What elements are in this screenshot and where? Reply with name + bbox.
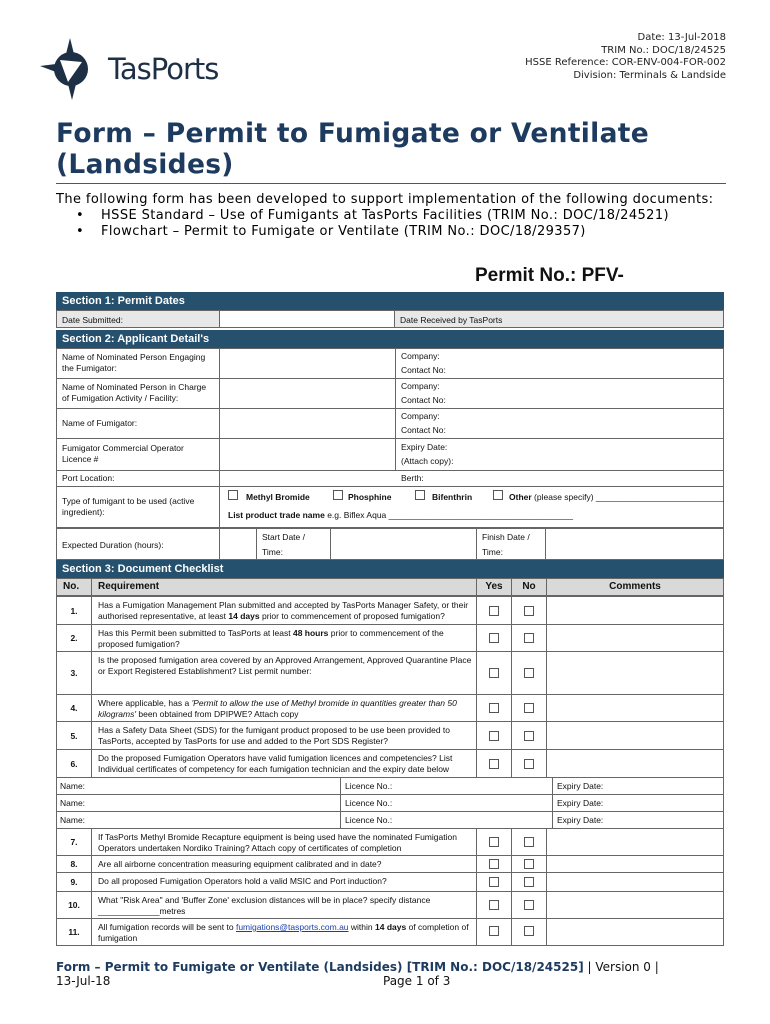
row-number-cell bbox=[56, 651, 92, 695]
comments-field[interactable] bbox=[546, 624, 724, 652]
fumigator-label: Name of Fumigator: bbox=[62, 418, 138, 428]
fumigant-type-label: Type of fumigant to be used (active ingredient): bbox=[62, 496, 195, 517]
row-number: 8. bbox=[70, 859, 78, 869]
requirement-text: Do the proposed Fumigation Operators have valid fumigation licences and competencies? List Individual certificates of competency for each fumigation technician and the expiry date below bbox=[98, 753, 453, 774]
requirement-11: All fumigation records will be sent to fumigations@tasports.com.au within 14 days of completion of fumigation bbox=[91, 918, 477, 946]
no-checkbox[interactable] bbox=[524, 668, 534, 678]
no-cell bbox=[511, 651, 547, 695]
requirement-cell bbox=[91, 828, 477, 856]
row-number: 1. bbox=[70, 605, 78, 616]
row-number: 6. bbox=[70, 758, 78, 769]
no-cell bbox=[511, 891, 547, 919]
row-number: 7. bbox=[70, 837, 78, 847]
yes-checkbox[interactable] bbox=[489, 900, 499, 910]
requirement-text: What "Risk Area" and 'Buffer Zone' exclusion distances will be in place? specify distance _____________metres bbox=[98, 895, 431, 916]
yes-checkbox[interactable] bbox=[489, 668, 499, 678]
date-received-field[interactable]: Date Received by TasPorts bbox=[394, 310, 724, 328]
operator-licence-label: Licence No.: bbox=[345, 798, 393, 808]
requirement-text: Has a Safety Data Sheet (SDS) for the fumigant product proposed to be use been provided to TasPorts, accepted by TasPorts for use and added to the Port SDS Register? bbox=[98, 725, 451, 746]
no-checkbox[interactable] bbox=[524, 703, 534, 713]
no-cell bbox=[511, 855, 547, 873]
meta-division: Division: Terminals & Landside bbox=[573, 69, 726, 81]
row-number-cell bbox=[56, 749, 92, 778]
no-cell bbox=[511, 694, 547, 722]
yes-cell bbox=[476, 596, 512, 625]
company-label: Company: bbox=[401, 351, 440, 361]
meta-trim: TRIM No.: DOC/18/24525 bbox=[601, 44, 726, 56]
yes-checkbox[interactable] bbox=[489, 877, 499, 887]
requirement-cell bbox=[91, 749, 477, 778]
start-time-label: Time: bbox=[262, 547, 283, 557]
yes-cell bbox=[476, 872, 512, 892]
yes-checkbox[interactable] bbox=[489, 633, 499, 643]
row-number-cell bbox=[56, 891, 92, 919]
other-checkbox[interactable] bbox=[493, 490, 503, 500]
requirement-text: Are all airborne concentration measuring equipment calibrated and in date? bbox=[98, 859, 382, 869]
col-no-answer-header: No bbox=[511, 578, 547, 596]
requirement-cell bbox=[91, 596, 477, 625]
port-location-label: Port Location: bbox=[62, 473, 115, 483]
requirement-cell bbox=[91, 721, 477, 750]
row-number: 4. bbox=[70, 703, 78, 713]
no-checkbox[interactable] bbox=[524, 759, 534, 769]
comments-field[interactable] bbox=[546, 891, 724, 919]
footer-date: 13-Jul-18 bbox=[56, 974, 111, 988]
date-submitted-field[interactable] bbox=[219, 310, 395, 328]
operator-expiry-label: Expiry Date: bbox=[557, 815, 604, 825]
row-number: 3. bbox=[70, 668, 78, 678]
page-title: Form – Permit to Fumigate or Ventilate (Landsides) bbox=[56, 118, 726, 184]
no-checkbox[interactable] bbox=[524, 900, 534, 910]
requirement-cell bbox=[91, 624, 477, 652]
row-number-cell bbox=[56, 872, 92, 892]
requirement-cell bbox=[91, 855, 477, 873]
no-cell bbox=[511, 749, 547, 778]
company-label: Company: bbox=[401, 381, 440, 391]
no-cell bbox=[511, 872, 547, 892]
requirement-cell bbox=[91, 891, 477, 919]
expiry-label: Expiry Date: bbox=[401, 442, 448, 452]
row-number: 11. bbox=[68, 927, 80, 937]
no-cell bbox=[511, 721, 547, 750]
no-checkbox[interactable] bbox=[524, 926, 534, 936]
row-number-cell bbox=[56, 721, 92, 750]
row-number-cell bbox=[56, 596, 92, 625]
yes-checkbox[interactable] bbox=[489, 837, 499, 847]
intro-text: The following form has been developed to support implementation of the following documents: bbox=[56, 192, 714, 207]
comments-field[interactable] bbox=[546, 855, 724, 873]
contact-label: Contact No: bbox=[401, 365, 446, 375]
no-checkbox[interactable] bbox=[524, 606, 534, 616]
yes-cell bbox=[476, 828, 512, 856]
col-requirement-header: Requirement bbox=[91, 578, 477, 596]
row-number: 2. bbox=[70, 633, 78, 643]
comments-field[interactable] bbox=[546, 828, 724, 856]
requirement-text: Has this Permit been submitted to TasPorts at least 48 hours prior to commencement of the proposed fumigation? bbox=[98, 628, 444, 649]
yes-cell bbox=[476, 721, 512, 750]
col-no-header: No. bbox=[56, 578, 92, 596]
yes-cell bbox=[476, 855, 512, 873]
yes-cell bbox=[476, 891, 512, 919]
yes-cell bbox=[476, 749, 512, 778]
row-number-cell bbox=[56, 828, 92, 856]
licence-label: Fumigator Commercial Operator Licence # bbox=[62, 443, 184, 464]
nominated-charge-label: Name of Nominated Person in Charge of Fumigation Activity / Facility: bbox=[62, 382, 207, 403]
contact-label: Contact No: bbox=[401, 425, 446, 435]
permit-number: Permit No.: PFV- bbox=[475, 265, 624, 286]
operator-expiry-label: Expiry Date: bbox=[557, 798, 604, 808]
date-submitted-label: Date Submitted: bbox=[56, 310, 220, 328]
bifenthrin-label: Bifenthrin bbox=[432, 492, 473, 502]
tasports-logo bbox=[38, 36, 238, 102]
company-label: Company: bbox=[401, 411, 440, 421]
meta-date: Date: 13-Jul-2018 bbox=[637, 32, 726, 43]
requirement-text: If TasPorts Methyl Bromide Recapture equipment is being used have the nominated Fumigation Operators undertaken Nordiko Training? Attach copy of certificates of completion bbox=[98, 832, 457, 853]
requirement-cell bbox=[91, 651, 477, 695]
row-number: 10. bbox=[68, 900, 80, 910]
logo-text: TasPorts bbox=[108, 52, 219, 86]
comments-field[interactable] bbox=[546, 918, 724, 946]
requirement-cell bbox=[91, 872, 477, 892]
yes-checkbox[interactable] bbox=[489, 759, 499, 769]
berth-label: Berth: bbox=[401, 473, 424, 483]
document-meta bbox=[525, 32, 726, 82]
intro-bullet: • HSSE Standard – Use of Fumigants at TasPorts Facilities (TRIM No.: DOC/18/24521) bbox=[76, 208, 726, 224]
row-number-cell bbox=[56, 694, 92, 722]
nominated-engaging-label: Name of Nominated Person Engaging the Fumigator: bbox=[62, 352, 206, 373]
page-number: Page 1 of 3 bbox=[383, 974, 451, 988]
yes-cell bbox=[476, 651, 512, 695]
row-number: 5. bbox=[70, 730, 78, 741]
operator-expiry-label: Expiry Date: bbox=[557, 781, 604, 791]
phosphine-checkbox[interactable] bbox=[333, 490, 343, 500]
start-date-label: Start Date / bbox=[262, 532, 305, 542]
yes-cell bbox=[476, 624, 512, 652]
requirement-text: Do all proposed Fumigation Operators hold a valid MSIC and Port induction? bbox=[98, 876, 387, 886]
bifenthrin-checkbox[interactable] bbox=[415, 490, 425, 500]
yes-checkbox[interactable] bbox=[489, 926, 499, 936]
comments-field[interactable] bbox=[546, 872, 724, 892]
requirement-text: Is the proposed fumigation area covered by an Approved Arrangement, Approved Quarantine Place or Export Registered Establishment? List permit number: bbox=[98, 655, 472, 676]
section-3-header: Section 3: Document Checklist bbox=[56, 560, 724, 578]
requirement-cell bbox=[91, 694, 477, 722]
col-yes-header: Yes bbox=[476, 578, 512, 596]
intro bbox=[56, 192, 726, 240]
col-comments-header: Comments bbox=[546, 578, 724, 596]
finish-date-label: Finish Date / bbox=[482, 532, 530, 542]
attach-label: (Attach copy): bbox=[401, 456, 454, 466]
no-checkbox[interactable] bbox=[524, 633, 534, 643]
duration-label: Expected Duration (hours): bbox=[62, 540, 164, 550]
comments-field[interactable] bbox=[546, 596, 724, 625]
no-checkbox[interactable] bbox=[524, 837, 534, 847]
yes-checkbox[interactable] bbox=[489, 606, 499, 616]
no-cell bbox=[511, 596, 547, 625]
row-number: 9. bbox=[70, 877, 78, 887]
contact-label: Contact No: bbox=[401, 395, 446, 405]
other-option: Other (please specify) ___________________________ bbox=[509, 492, 724, 502]
fumigations-email-link[interactable]: fumigations@tasports.com.au bbox=[235, 922, 349, 932]
operator-licence-label: Licence No.: bbox=[345, 781, 393, 791]
phosphine-label: Phosphine bbox=[348, 492, 392, 502]
operator-name-label: Name: bbox=[60, 781, 86, 791]
intro-bullet: • Flowchart – Permit to Fumigate or Ventilate (TRIM No.: DOC/18/29357) bbox=[76, 224, 726, 240]
row-number-cell bbox=[56, 855, 92, 873]
finish-time-label: Time: bbox=[482, 547, 503, 557]
yes-checkbox[interactable] bbox=[489, 731, 499, 741]
yes-cell bbox=[476, 694, 512, 722]
no-checkbox[interactable] bbox=[524, 731, 534, 741]
no-cell bbox=[511, 624, 547, 652]
footer-title: Form – Permit to Fumigate or Ventilate (Landsides) [TRIM No.: DOC/18/24525] | Version 0 | bbox=[56, 960, 659, 974]
operator-name-label: Name: bbox=[60, 798, 86, 808]
row-number-cell bbox=[56, 624, 92, 652]
no-checkbox[interactable] bbox=[524, 877, 534, 887]
trade-name-field[interactable]: List product trade name e.g. Biflex Aqua _______________________________________ bbox=[228, 510, 573, 520]
compass-icon bbox=[38, 36, 110, 102]
section-1-header: Section 1: Permit Dates bbox=[56, 292, 724, 310]
meta-hsse: HSSE Reference: COR-ENV-004-FOR-002 bbox=[525, 57, 726, 68]
comments-field[interactable] bbox=[546, 694, 724, 722]
no-cell bbox=[511, 828, 547, 856]
operator-name-label: Name: bbox=[60, 815, 86, 825]
requirement-text: Has a Fumigation Management Plan submitted and accepted by TasPorts Manager Safety, or their authorised representative, at least 14 days prior to commencement of proposed fumigation? bbox=[98, 600, 469, 621]
methyl-bromide-label: Methyl Bromide bbox=[246, 492, 310, 502]
yes-checkbox[interactable] bbox=[489, 703, 499, 713]
operator-licence-label: Licence No.: bbox=[345, 815, 393, 825]
comments-field[interactable] bbox=[546, 749, 724, 778]
comments-field[interactable] bbox=[546, 651, 724, 695]
methyl-bromide-checkbox[interactable] bbox=[228, 490, 238, 500]
yes-checkbox[interactable] bbox=[489, 859, 499, 869]
no-checkbox[interactable] bbox=[524, 859, 534, 869]
requirement-text: Where applicable, has a 'Permit to allow the use of Methyl bromide in quantities greater than 50 kilograms' been obtained from DPIPWE? Attach copy bbox=[98, 698, 457, 719]
section-2-header: Section 2: Applicant Detail's bbox=[56, 330, 724, 348]
comments-field[interactable] bbox=[546, 721, 724, 750]
